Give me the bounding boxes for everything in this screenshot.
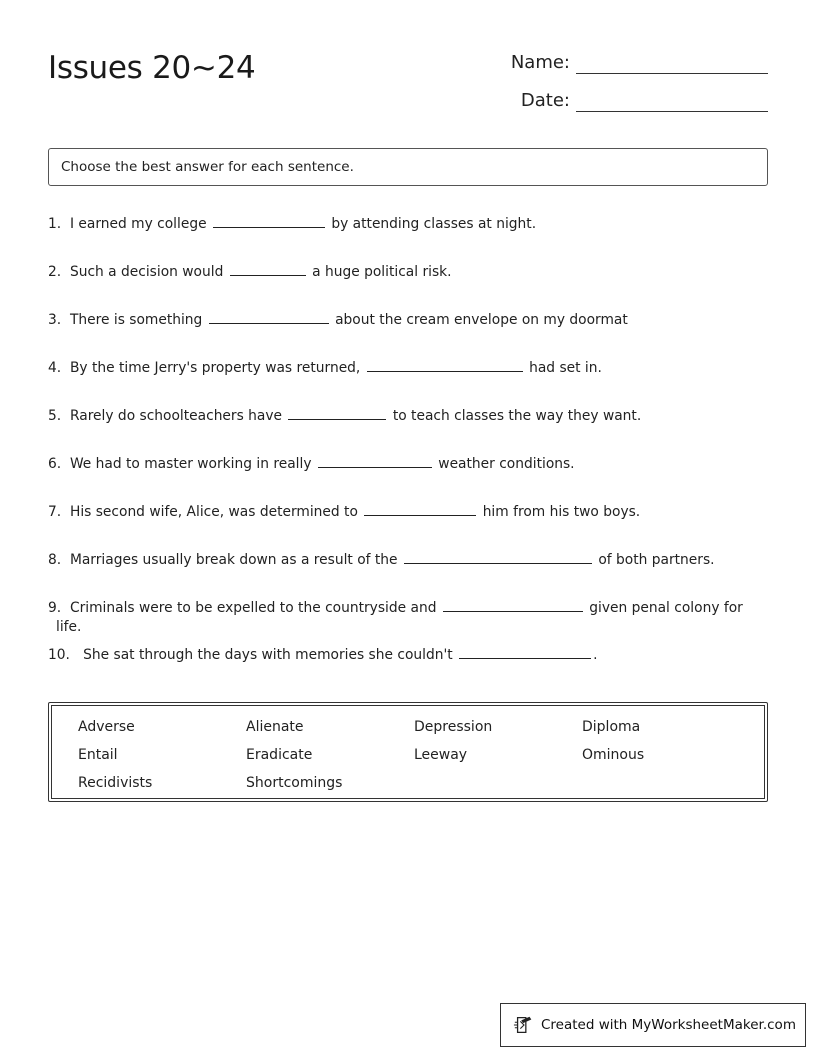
answer-blank[interactable] [443,598,583,612]
question-8 [48,550,768,570]
question-4 [48,358,768,378]
question-6 [48,454,768,474]
word-bank-item: Adverse [78,719,135,735]
answer-blank[interactable] [459,645,591,659]
question-text: His second wife, Alice, was determined to [69,504,358,520]
answer-blank[interactable] [318,454,432,468]
answer-blank[interactable] [367,358,523,372]
question-number: 8. [48,552,62,568]
name-field [511,52,768,74]
question-text: Criminals were to be expelled to the countryside and [69,600,437,616]
word-bank-item: Alienate [246,719,304,735]
question-continuation: life. [56,619,82,635]
word-bank-item: Depression [414,719,493,735]
footer-badge[interactable] [500,1003,806,1047]
page-title: Issues 20~24 [48,50,256,86]
word-bank-item: Eradicate [246,747,313,763]
footer-text: Created with MyWorksheetMaker.com [541,1017,796,1033]
question-7 [48,502,768,522]
answer-blank[interactable] [288,406,386,420]
question-text: . [593,647,598,663]
question-text: a huge political risk. [312,264,452,280]
question-text: given penal colony for [589,600,743,616]
date-line[interactable] [576,90,768,112]
question-2 [48,262,768,282]
date-label: Date: [520,90,570,111]
question-text: had set in. [529,360,602,376]
question-number: 9. [48,600,62,616]
pencil-logo-icon [513,1014,535,1036]
answer-blank[interactable] [230,262,306,276]
question-text: of both partners. [598,552,715,568]
word-bank-item: Ominous [582,747,645,763]
question-text: by attending classes at night. [331,216,537,232]
question-text: There is something [69,312,203,328]
question-text: him from his two boys. [482,504,641,520]
question-number: 3. [48,312,62,328]
question-number: 1. [48,216,62,232]
word-bank-item: Shortcomings [246,775,343,791]
question-text: By the time Jerry's property was returned, [69,360,361,376]
question-9 [48,598,768,637]
name-line[interactable] [576,52,768,74]
question-text: about the cream envelope on my doormat [335,312,628,328]
name-label: Name: [510,52,570,73]
date-field [521,90,768,112]
question-text: She sat through the days with memories she couldn't [83,647,453,663]
instructions-box [48,148,768,186]
question-10 [48,645,768,665]
question-text: We had to master working in really [69,456,312,472]
question-text: Such a decision would [69,264,224,280]
question-text: weather conditions. [438,456,575,472]
word-bank-item: Recidivists [78,775,153,791]
instructions-text: Choose the best answer for each sentence. [61,159,354,175]
word-bank-item: Diploma [582,719,641,735]
question-number: 4. [48,360,62,376]
question-number: 10. [48,647,70,663]
question-text: I earned my college [69,216,207,232]
answer-blank[interactable] [209,310,329,324]
answer-blank[interactable] [213,214,325,228]
question-5 [48,406,768,426]
answer-blank[interactable] [364,502,476,516]
word-bank-item: Leeway [414,747,468,763]
question-text: Marriages usually break down as a result of the [69,552,398,568]
word-bank-item: Entail [78,747,118,763]
word-bank [48,702,768,802]
question-number: 7. [48,504,62,520]
question-number: 6. [48,456,62,472]
question-3 [48,310,768,330]
question-number: 2. [48,264,62,280]
question-text: to teach classes the way they want. [392,408,642,424]
question-list [48,210,768,663]
question-text: Rarely do schoolteachers have [69,408,283,424]
question-number: 5. [48,408,62,424]
question-1 [48,214,768,234]
answer-blank[interactable] [404,550,592,564]
